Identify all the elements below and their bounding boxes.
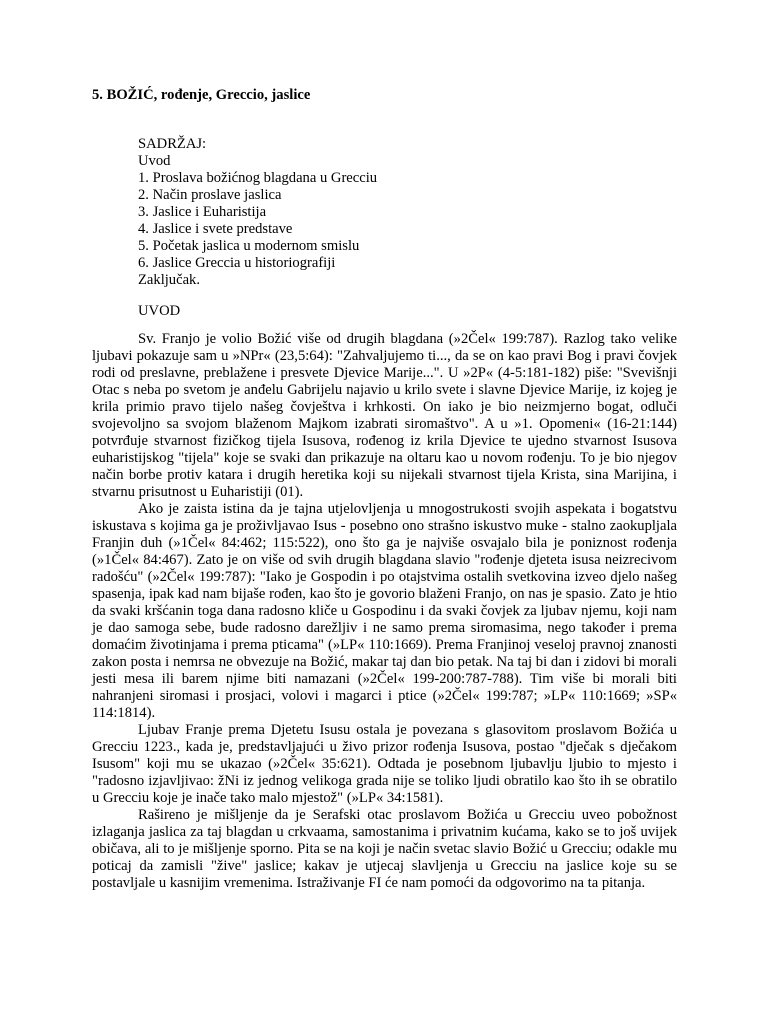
toc-item: 3. Jaslice i Euharistija	[138, 204, 267, 220]
toc-item: 1. Proslava božićnog blagdana u Grecciu	[138, 170, 378, 186]
toc-title: SADRŽAJ:	[138, 136, 207, 152]
paragraph: Sv. Franjo je volio Božić više od drugih blagdana (»2Čel« 199:787). Razlog tako velike ljubavi pokazuje sam u »NPr« (23,5:64): "Zahvaljujemo ti..., da se on kao pravi Bog i pravi čovjek rodi od preslavne, preblažene i presvete Djevice Marije...". U »2P« (4-5:181-182) piše: "Svevišnji Otac s neba po svetom je anđelu Gabrijelu najavio u krilo svete i slavne Djevice Marije, iz kojeg je krila primio pravo tijelo našeg čovještva i krhkosti. On iako je bio neizmjerno bogat, odluči svojevoljno sa svojom blaženom Majkom izabrati siromaštvo". A u »1. Opomeni« (16-21:144) potvrđuje stvarnost fizičkog tijela Isusova, rođenog iz krila Djevice te ujedno stvarnost Isusova euharistijskog "tijela" koje se svaki dan prikazuje na oltaru kao u novom rođenju. To je bio njegov način borbe protiv katara i drugih heretika koji su nijekali stvarnost tijela Krista, sina Marijina, i stvarnu prisutnost u Euharistiji (01).	[92, 331, 677, 500]
section-title-uvod: UVOD	[138, 303, 181, 319]
toc-item: 4. Jaslice i svete predstave	[138, 221, 293, 237]
table-of-contents	[138, 136, 377, 289]
toc-item: 2. Način proslave jaslica	[138, 187, 282, 203]
toc-item: Zaključak.	[138, 272, 200, 288]
body-text	[92, 331, 677, 892]
paragraph: Ako je zaista istina da je tajna utjelovljenja u mnogostrukosti svojih aspekata i bogatstvu iskustava s kojima ga je proživljavao Isus - posebno ono strašno iskustvo muke - stalno zaokupljala Franjin duh (»1Čel« 84:462; 115:522), ono što ga je najviše osvajalo bila je poniznost rođenja (»1Čel« 84:467). Zato je on više od svih drugih blagdana slavio "rođenje djeteta isusa neizrecivom radošću" (»2Čel« 199:787): "Iako je Gospodin i po otajstvima ostalih svetkovina izveo djelo našeg spasenja, ipak kad nam bijaše rođen, kao što je govorio blaženi Franjo, on nas je spasio. Zato je htio da svaki kršćanin toga dana radosno kliče u Gospodinu i da svaki čovjek za ljubav njemu, koji nam je dao samoga sebe, bude radosno darežljiv i ne samo prema siromasima, nego također i prema domaćim životinjama i prema pticama" (»LP« 110:1669). Prema Franjinoj veseloj pravnoj znanosti zakon posta i nemrsa ne obvezuje na Božić, makar taj dan bio petak. Na taj bi dan i zidovi bi morali jesti mesa ili barem njime biti namazani (»2Čel« 199-200:787-788). Tim više bi morali biti nahranjeni siromasi i prosjaci, volovi i magarci i ptice (»2Čel« 199:787; »LP« 110:1669; »SP« 114:1814).	[92, 501, 677, 721]
toc-item: 6. Jaslice Greccia u historiografiji	[138, 255, 336, 271]
toc-item: 5. Početak jaslica u modernom smislu	[138, 238, 360, 254]
toc-item: Uvod	[138, 153, 171, 169]
document-heading: 5. BOŽIĆ, rođenje, Greccio, jaslice	[92, 87, 311, 103]
paragraph: Rašireno je mišljenje da je Serafski otac proslavom Božića u Grecciu uveo pobožnost izlaganja jaslica za taj blagdan u crkvaama, samostanima i privatnim kućama, kako se to još uvijek običava, ali to je mišljenje sporno. Pita se na koji je način svetac slavio Božić u Grecciu; odakle mu poticaj da zamisli "žive" jaslice; kakav je utjecaj slavljenja u Grecciu na jaslice koje su se postavljale u kasnijim vremenima. Istraživanje FI će nam pomoći da odgovorimo na ta pitanja.	[92, 807, 677, 891]
paragraph: Ljubav Franje prema Djetetu Isusu ostala je povezana s glasovitom proslavom Božića u Grecciu 1223., kada je, predstavljajući u živo prizor rođenja Isusova, postao "dječak s dječakom Isusom" koji mu se ukazao (»2Čel« 35:621). Odtada je posebnom ljubavlju ljubio to mjesto i "radosno izjavljivao: žNi iz jednog velikoga grada nije se toliko ljudi obratilo kao što ih se obratilo u Grecciu koje je inače tako malo mjestož" (»LP« 34:1581).	[92, 722, 677, 806]
